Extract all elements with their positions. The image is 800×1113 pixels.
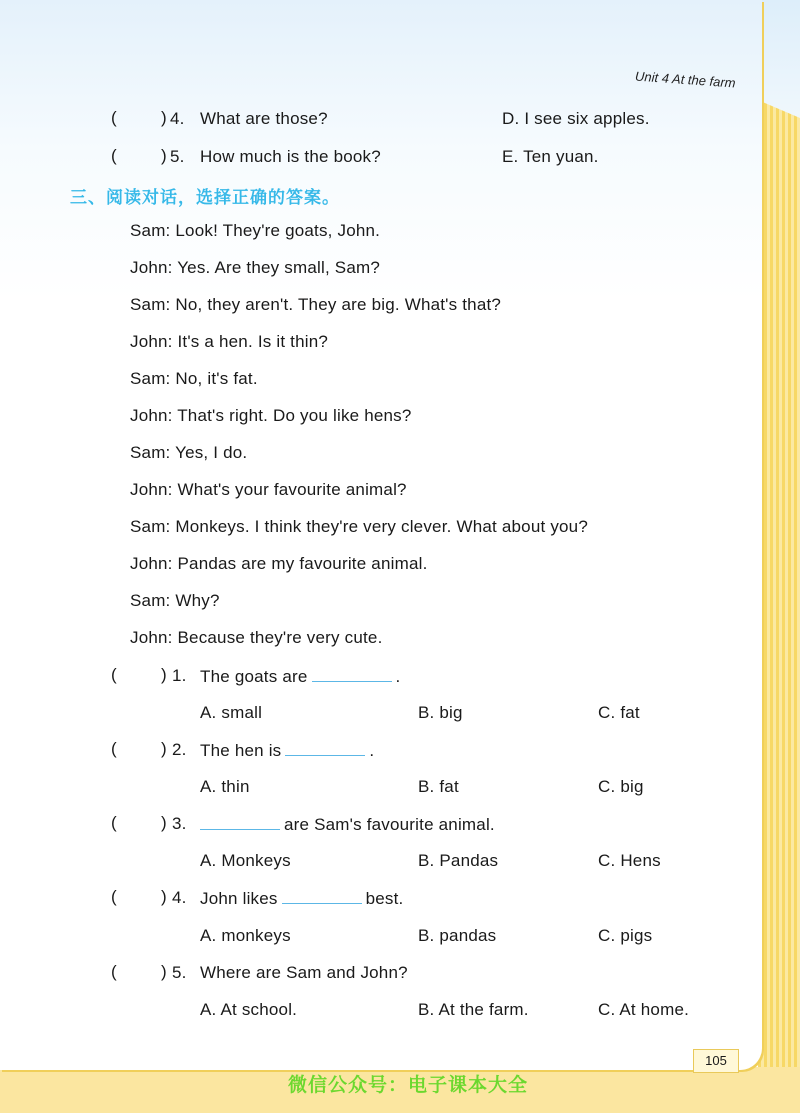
option-a: A. At school. [200, 1000, 298, 1019]
answer-paren-open: ( [111, 887, 117, 906]
dialogue-line: John: It's a hen. Is it thin? [130, 332, 329, 351]
page-edge-right [758, 100, 800, 1113]
answer-blank [282, 887, 362, 904]
option-c: C. Hens [598, 851, 661, 870]
option-b: B. pandas [418, 926, 497, 945]
dialogue-line: John: That's right. Do you like hens? [130, 406, 412, 425]
answer-paren-open: ( [111, 108, 117, 127]
answer-paren-open: ( [111, 665, 117, 684]
dialogue-line: Sam: No, they aren't. They are big. What's that? [130, 295, 502, 314]
dialogue-line: Sam: Monkeys. I think they're very clever. What about you? [130, 517, 588, 536]
option-a: A. Monkeys [200, 851, 291, 870]
answer-blank [200, 813, 280, 830]
dialogue-line: John: What's your favourite animal? [130, 480, 407, 499]
answer-paren-open: ( [111, 813, 117, 832]
dialogue-line: Sam: Yes, I do. [130, 443, 248, 462]
question-number: 5. [170, 147, 185, 166]
question-number: 5. [172, 963, 187, 982]
unit-header: Unit 4 At the farm [634, 68, 737, 91]
question-number: 3. [172, 814, 187, 833]
question-stem: are Sam's favourite animal. [196, 813, 495, 836]
answer-paren-close: ) [161, 813, 167, 832]
dialogue-line: Sam: Look! They're goats, John. [130, 221, 381, 240]
answer-paren-open: ( [111, 962, 117, 981]
question-stem: John likes best. [200, 889, 404, 908]
option-b: B. Pandas [418, 851, 499, 870]
dialogue-line: John: Yes. Are they small, Sam? [130, 258, 381, 277]
answer-option: D. I see six apples. [502, 109, 650, 128]
option-c: C. fat [598, 703, 640, 722]
question-number: 2. [172, 740, 187, 759]
answer-blank [285, 739, 365, 756]
question-number: 1. [172, 666, 187, 685]
option-a: A. monkeys [200, 926, 291, 945]
option-b: B. At the farm. [418, 1000, 529, 1019]
option-c: C. pigs [598, 926, 653, 945]
section-title: 三、阅读对话，选择正确的答案。 [70, 188, 340, 207]
question-number: 4. [170, 109, 185, 128]
question-stem: The goats are . [200, 667, 401, 686]
option-a: A. small [200, 703, 263, 722]
answer-option: E. Ten yuan. [502, 147, 599, 166]
option-c: C. At home. [598, 1000, 690, 1019]
watermark: 微信公众号：电子课本大全 [288, 1075, 529, 1096]
option-b: B. fat [418, 777, 459, 796]
dialogue-line: Sam: No, it's fat. [130, 369, 258, 388]
question-number: 4. [172, 888, 187, 907]
page-number: 105 [693, 1049, 739, 1073]
dialogue-line: John: Pandas are my favourite animal. [130, 554, 428, 573]
dialogue-line: Sam: Why? [130, 591, 220, 610]
option-c: C. big [598, 777, 644, 796]
answer-paren-close: ) [161, 665, 167, 684]
answer-blank [312, 665, 392, 682]
answer-paren-close: ) [161, 146, 167, 165]
answer-paren-open: ( [111, 146, 117, 165]
question-stem: Where are Sam and John? [200, 963, 408, 982]
option-a: A. thin [200, 777, 250, 796]
answer-paren-close: ) [161, 962, 167, 981]
answer-paren-close: ) [161, 108, 167, 127]
answer-paren-close: ) [161, 887, 167, 906]
question-text: How much is the book? [200, 147, 381, 166]
dialogue-line: John: Because they're very cute. [130, 628, 383, 647]
option-b: B. big [418, 703, 463, 722]
answer-paren-open: ( [111, 739, 117, 758]
answer-paren-close: ) [161, 739, 167, 758]
question-text: What are those? [200, 109, 328, 128]
question-stem: The hen is . [200, 741, 375, 760]
